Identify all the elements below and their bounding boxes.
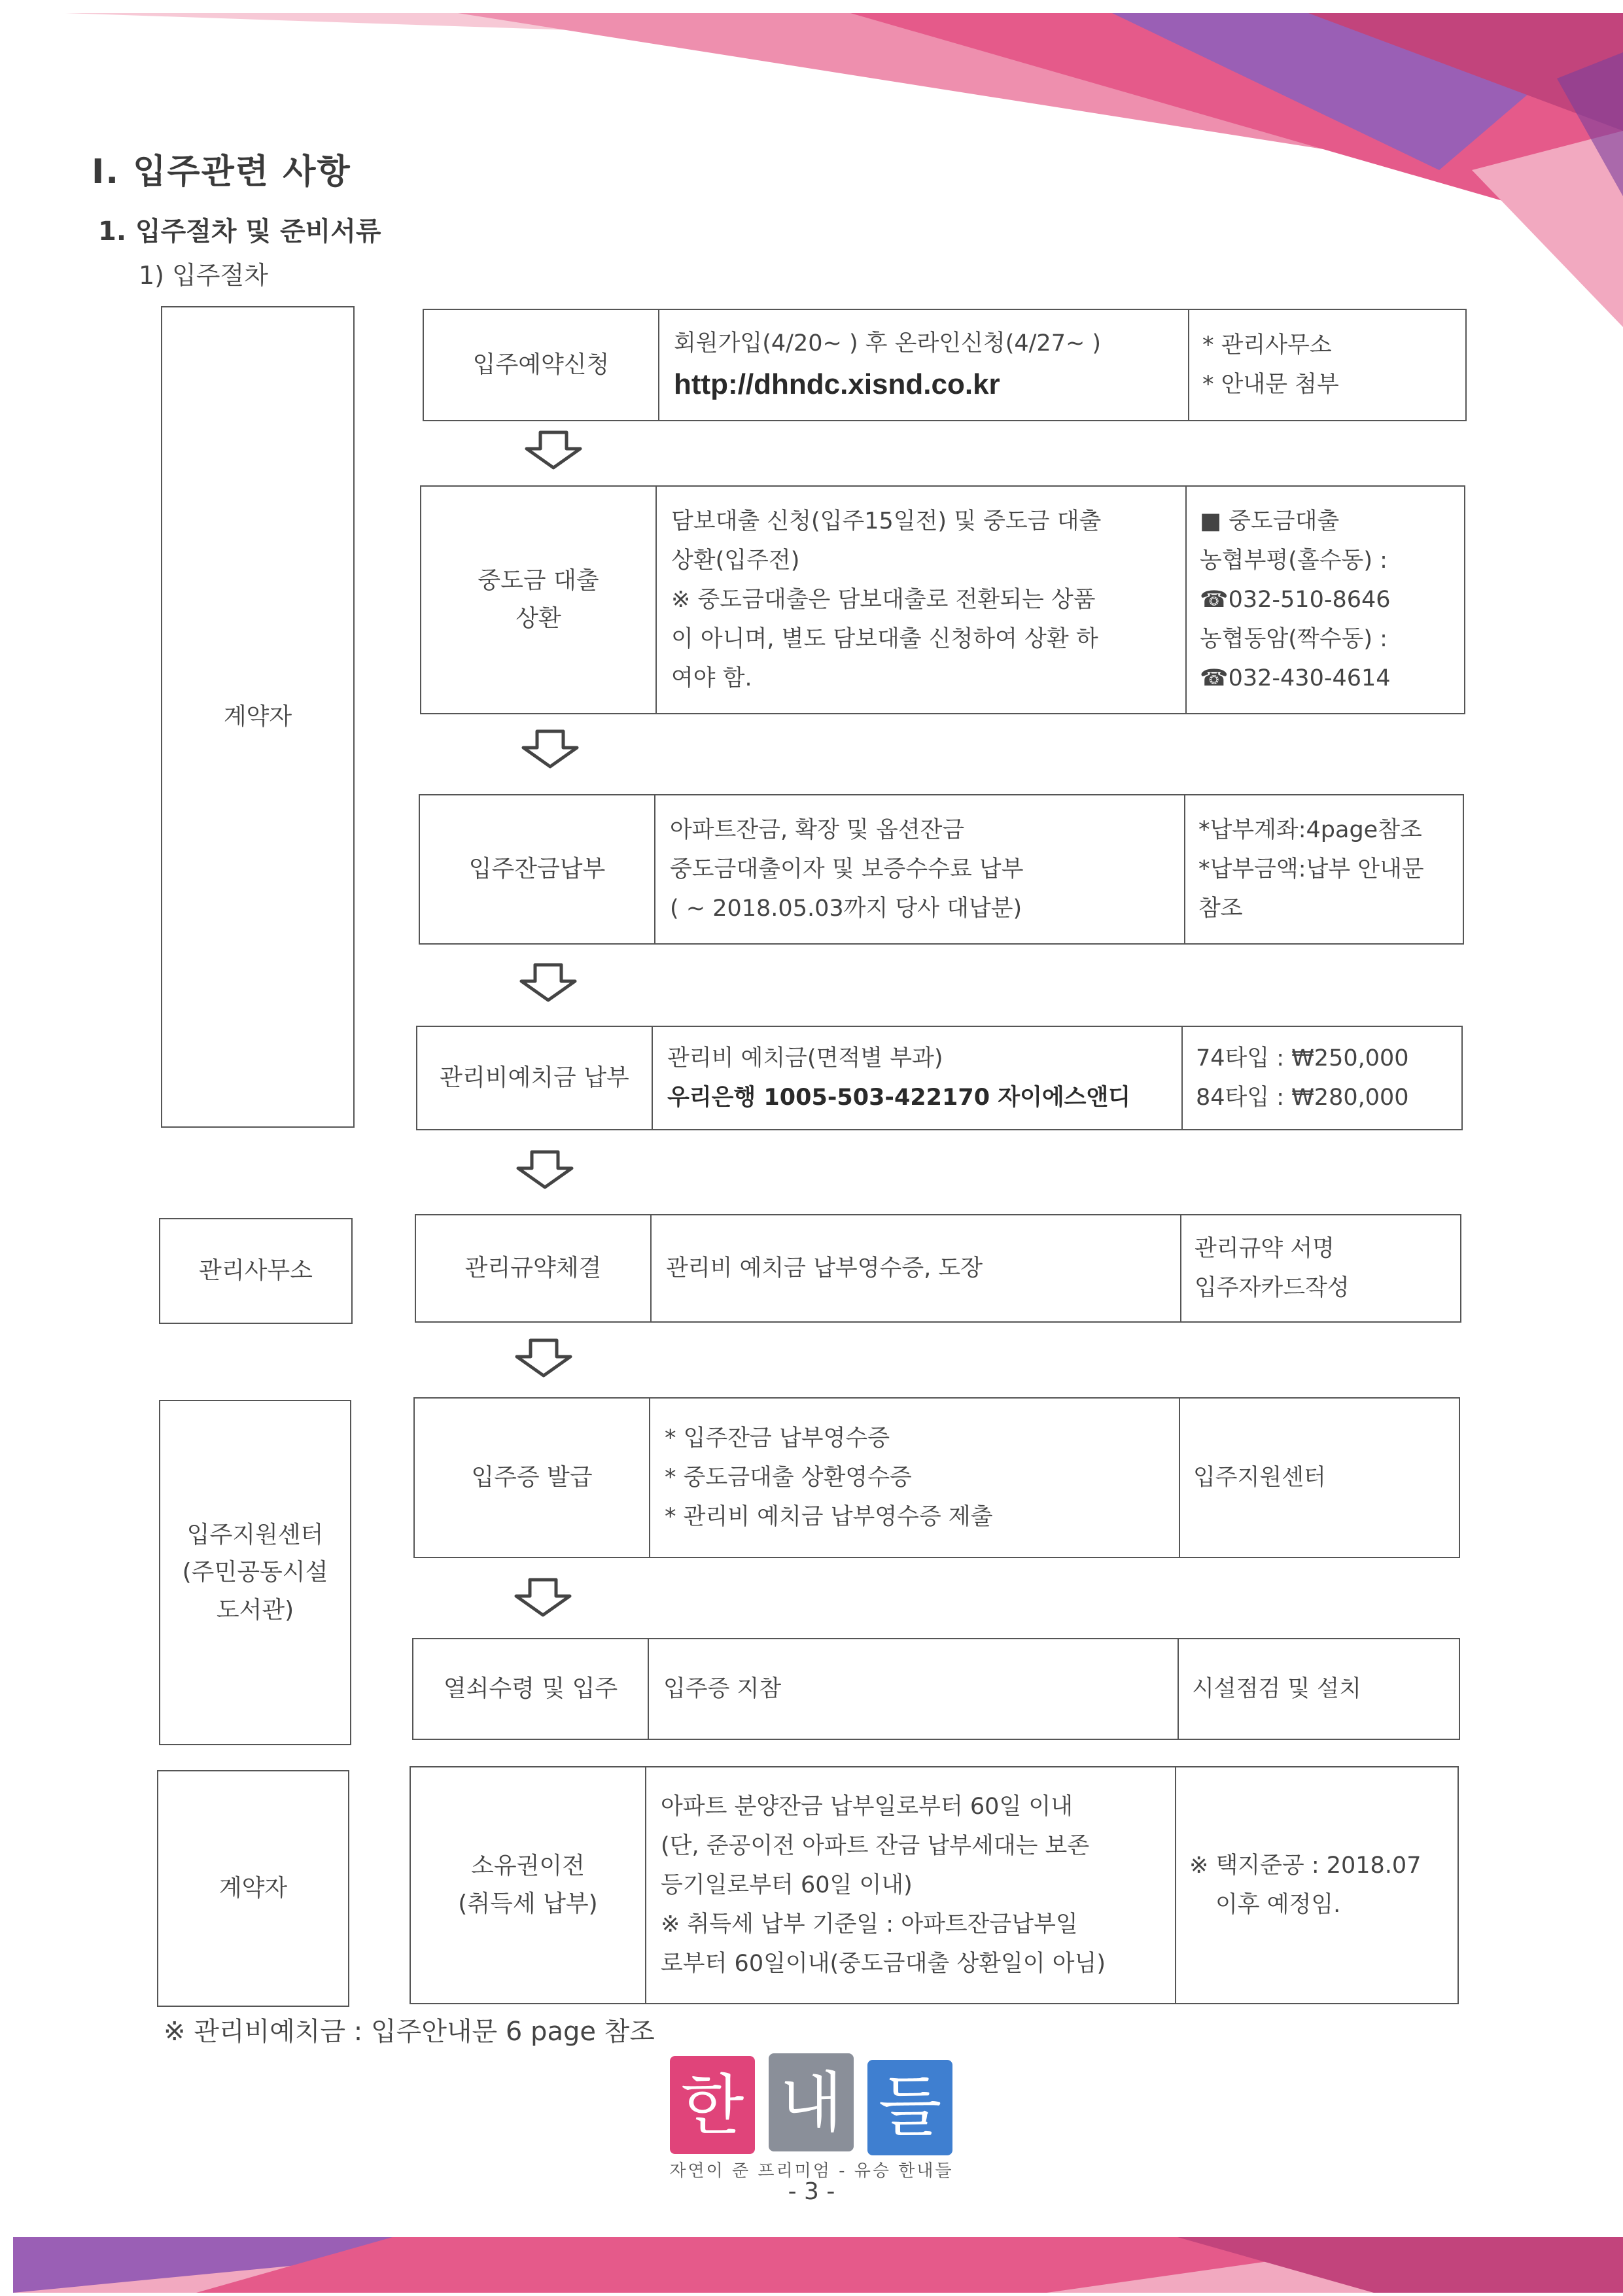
step-detail — [650, 1399, 1180, 1557]
detail-line: 입주증 지참 — [663, 1675, 782, 1702]
note-line: ※ 택지준공 : 2018.07 — [1189, 1852, 1422, 1879]
group-support-center — [159, 1400, 351, 1745]
step-name — [411, 1767, 646, 2003]
step-name: 입주잔금납부 — [420, 795, 655, 943]
detail-line: 담보대출 신청(입주15일전) 및 중도금 대출 — [671, 508, 1102, 534]
step-note — [1183, 1027, 1461, 1129]
step-ownership-transfer — [410, 1766, 1459, 2004]
step-management-agreement — [415, 1214, 1461, 1323]
step-management-deposit — [416, 1026, 1463, 1130]
down-arrow-icon — [514, 1578, 572, 1617]
down-arrow-icon — [524, 430, 583, 470]
note-line: 입주자카드작성 — [1195, 1275, 1350, 1301]
detail-line: 이 아니며, 별도 담보대출 신청하여 상환 하 — [671, 626, 1098, 653]
note-line: 관리규약 서명 — [1195, 1235, 1335, 1262]
detail-line: 등기일로부터 60일 이내) — [661, 1871, 913, 1898]
detail-line: 중도금대출이자 및 보증수수료 납부 — [670, 856, 1024, 882]
step-detail — [655, 795, 1185, 943]
detail-line: 회원가입(4/20~ ) 후 온라인신청(4/27~ ) — [674, 330, 1102, 357]
logo-char: 들 — [878, 2068, 942, 2145]
note-line: ☎032-430-4614 — [1200, 665, 1391, 692]
group-label: 계약자 — [218, 1875, 288, 1902]
step-note — [1187, 487, 1464, 713]
note-line: * 안내문 첨부 — [1202, 372, 1339, 398]
down-arrow-icon — [515, 1150, 574, 1189]
subsection-heading: 1. 입주절차 및 준비서류 — [98, 217, 381, 247]
step-note — [1179, 1639, 1459, 1739]
group-label: 계약자 — [223, 703, 292, 731]
down-arrow-icon — [514, 1338, 573, 1378]
group-label-line: 도서관) — [216, 1596, 294, 1624]
step-key-receipt — [412, 1638, 1460, 1740]
detail-line: 로부터 60일이내(중도금대출 상환일이 아님) — [661, 1951, 1106, 1977]
step-detail — [652, 1215, 1181, 1321]
step-detail — [649, 1639, 1179, 1739]
detail-line: (단, 준공이전 아파트 잔금 납부세대는 보존 — [661, 1832, 1090, 1859]
detail-line: 관리비 예치금 납부영수증, 도장 — [666, 1255, 983, 1281]
down-arrow-icon — [521, 729, 580, 769]
step-name-line: 소유권이전 — [471, 1852, 585, 1880]
step-detail — [653, 1027, 1183, 1129]
detail-line: * 중도금대출 상환영수증 — [665, 1464, 912, 1491]
step-detail — [657, 487, 1187, 713]
step-note — [1180, 1399, 1459, 1557]
note-line: * 관리사무소 — [1202, 332, 1332, 358]
website-link[interactable]: http://dhndc.xisnd.co.kr — [674, 368, 1000, 401]
detail-line: 아파트 분양잔금 납부일로부터 60일 이내 — [661, 1793, 1073, 1820]
step-detail — [646, 1767, 1176, 2003]
note-line: *납부금액:납부 안내문 — [1198, 856, 1424, 882]
detail-line: ( ~ 2018.05.03까지 당사 대납분) — [670, 896, 1022, 922]
note-line: 참조 — [1198, 896, 1243, 922]
note-line: *납부계좌:4page참조 — [1198, 816, 1422, 843]
logo-char: 내 — [779, 2064, 843, 2141]
detail-line: 관리비 예치금(면적별 부과) — [667, 1045, 943, 1071]
detail-line: * 관리비 예치금 납부영수증 제출 — [665, 1504, 993, 1531]
step-name: 입주예약신청 — [424, 310, 659, 420]
procedure-heading: 1) 입주절차 — [139, 261, 268, 290]
step-note — [1189, 310, 1465, 420]
step-note — [1185, 795, 1463, 943]
logo-tagline: 자연이 준 프리미엄 - 유승 한내들 — [669, 2161, 954, 2181]
step-balance-payment — [419, 794, 1464, 945]
page-number: - 3 - — [788, 2178, 835, 2205]
hannaedeul-logo — [667, 2051, 955, 2155]
detail-line: 상환(입주전) — [671, 547, 800, 574]
step-note — [1181, 1215, 1460, 1321]
detail-line: 아파트잔금, 확장 및 옵션잔금 — [670, 816, 965, 843]
step-name — [421, 487, 657, 713]
note-line: 시설점검 및 설치 — [1192, 1675, 1361, 1702]
detail-line: * 입주잔금 납부영수증 — [665, 1425, 890, 1452]
group-contractor-bottom — [157, 1770, 349, 2007]
group-label-line: 입주지원센터 — [186, 1521, 324, 1548]
step-name-line: 상환 — [515, 605, 561, 632]
step-detail — [659, 310, 1189, 420]
group-label-line: (주민공동시설 — [182, 1559, 328, 1586]
note-line: 84타입 : ₩280,000 — [1196, 1085, 1409, 1111]
group-contractor-top — [161, 306, 355, 1128]
step-move-in-certificate — [413, 1397, 1460, 1558]
step-name: 열쇠수령 및 입주 — [413, 1639, 649, 1739]
note-line: ■ 중도금대출 — [1200, 508, 1340, 534]
down-arrow-icon — [519, 963, 578, 1002]
detail-line: ※ 중도금대출은 담보대출로 전환되는 상품 — [671, 586, 1096, 613]
step-loan-repayment — [420, 485, 1465, 714]
step-name: 관리규약체결 — [416, 1215, 652, 1321]
step-reservation — [423, 309, 1467, 421]
note-line: 이후 예정임. — [1215, 1892, 1341, 1918]
note-line: 74타입 : ₩250,000 — [1196, 1045, 1409, 1071]
section-heading: Ⅰ. 입주관련 사항 — [92, 152, 351, 192]
note-line: 입주지원센터 — [1193, 1464, 1326, 1491]
step-name: 관리비예치금 납부 — [417, 1027, 653, 1129]
logo-char: 한 — [680, 2067, 744, 2144]
detail-line: 여야 함. — [671, 665, 752, 692]
note-line: ☎032-510-8646 — [1200, 586, 1391, 613]
bank-account: 우리은행 1005-503-422170 자이에스앤디 — [667, 1085, 1131, 1111]
note-line: 농협부평(홀수동) : — [1200, 547, 1387, 574]
step-name-line: (취득세 납부) — [458, 1890, 598, 1917]
footnote: ※ 관리비예치금 : 입주안내문 6 page 참조 — [164, 2017, 655, 2047]
group-label: 관리사무소 — [199, 1257, 313, 1285]
detail-line: ※ 취득세 납부 기준일 : 아파트잔금납부일 — [661, 1911, 1078, 1938]
step-note — [1176, 1767, 1457, 2003]
step-name: 입주증 발급 — [415, 1399, 650, 1557]
note-line: 농협동암(짝수동) : — [1200, 626, 1387, 653]
bottom-banner-graphic — [0, 2211, 1623, 2296]
step-name-line: 중도금 대출 — [478, 567, 599, 595]
group-management-office — [159, 1218, 353, 1324]
